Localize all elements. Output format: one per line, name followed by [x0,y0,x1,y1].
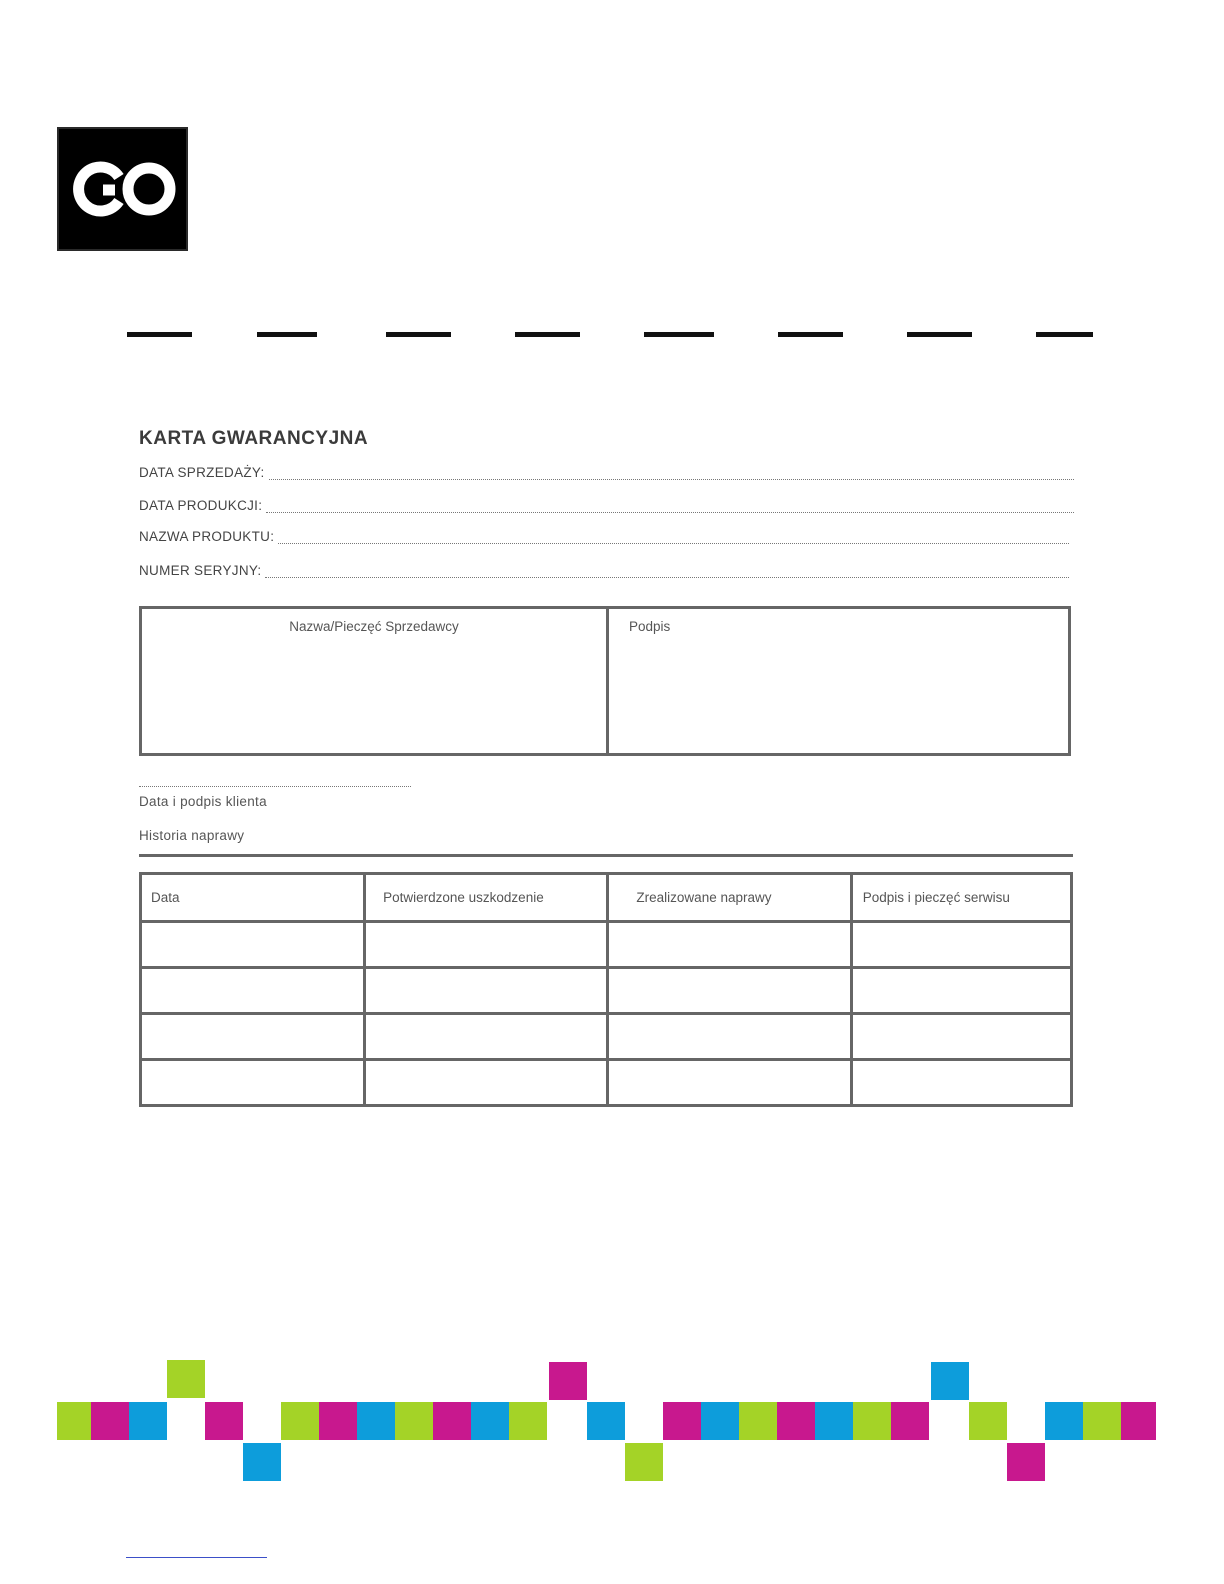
separator-dash [1036,332,1093,337]
go-logo [57,127,188,251]
serial-number-line[interactable] [265,565,1069,578]
table-cell[interactable] [608,1014,851,1060]
pixel-square [509,1402,547,1440]
table-row [141,968,1072,1014]
seller-signature-box [139,606,1071,756]
pixel-square [777,1402,815,1440]
table-row [141,922,1072,968]
table-cell[interactable] [608,1060,851,1106]
pixel-square [701,1402,739,1440]
column-header-repairs-done: Zrealizowane naprawy [608,874,851,922]
pixel-square [1083,1402,1121,1440]
pixel-square [91,1402,129,1440]
table-header-row [141,874,1072,922]
seller-stamp-cell[interactable] [142,609,609,753]
pixel-square [433,1402,471,1440]
pixel-square [357,1402,395,1440]
table-row [141,1014,1072,1060]
table-cell[interactable] [851,968,1071,1014]
table-cell[interactable] [365,1060,608,1106]
client-signature-line[interactable] [139,786,411,787]
table-cell[interactable] [851,1060,1071,1106]
pixel-square [167,1360,205,1398]
pixel-square [1121,1402,1156,1440]
separator-dash [257,332,317,337]
pixel-square [931,1362,969,1400]
repair-history-label: Historia naprawy [139,828,245,843]
repair-history-rule [139,854,1073,857]
table-cell[interactable] [851,1014,1071,1060]
serial-number-label: NUMER SERYJNY: [139,563,262,578]
table-cell[interactable] [141,1014,365,1060]
pixel-square [1045,1402,1083,1440]
pixel-square [319,1402,357,1440]
production-date-field[interactable] [139,498,1074,513]
sale-date-field[interactable] [139,465,1074,480]
column-header-confirmed-damage: Potwierdzone uszkodzenie [365,874,608,922]
product-name-label: NAZWA PRODUKTU: [139,529,275,544]
pixel-square [129,1402,167,1440]
production-date-line[interactable] [266,500,1074,513]
table-cell[interactable] [851,922,1071,968]
form-title: KARTA GWARANCYJNA [139,428,369,449]
go-logo-mark [57,127,188,251]
repair-history-table [139,872,1073,1107]
column-header-date: Data [141,874,365,922]
pixel-square [969,1402,1007,1440]
pixel-square [57,1402,95,1440]
sale-date-line[interactable] [269,467,1074,480]
pixel-square [625,1443,663,1481]
pixel-square [281,1402,319,1440]
pixel-square [853,1402,891,1440]
pixel-square [549,1362,587,1400]
table-cell[interactable] [365,1014,608,1060]
client-signature-label: Data i podpis klienta [139,794,267,809]
table-cell[interactable] [608,922,851,968]
table-cell[interactable] [365,968,608,1014]
pixel-square [1007,1443,1045,1481]
pixel-square [739,1402,777,1440]
pixel-square [471,1402,509,1440]
separator-dash [127,332,192,337]
pixel-square [205,1402,243,1440]
table-cell[interactable] [141,968,365,1014]
table-cell[interactable] [141,922,365,968]
separator-dash [778,332,843,337]
table-cell[interactable] [608,968,851,1014]
production-date-label: DATA PRODUKCJI: [139,498,263,513]
pixel-square [663,1402,701,1440]
column-header-service-signature: Podpis i pieczęć serwisu [851,874,1071,922]
pixel-square [587,1402,625,1440]
pixel-square [243,1443,281,1481]
table-cell[interactable] [141,1060,365,1106]
separator-dash [644,332,714,337]
table-row [141,1060,1072,1106]
pixel-square [815,1402,853,1440]
product-name-line[interactable] [278,531,1069,544]
signature-cell[interactable] [609,609,1068,753]
separator-dash [386,332,451,337]
sale-date-label: DATA SPRZEDAŻY: [139,465,265,480]
separator-dash [907,332,972,337]
footer-underline [126,1557,267,1558]
separator-dash [515,332,580,337]
serial-number-field[interactable] [139,563,1069,578]
signature-label: Podpis [629,619,671,634]
seller-stamp-label: Nazwa/Pieczęć Sprzedawcy [289,619,459,634]
pixel-square [395,1402,433,1440]
pixel-square [891,1402,929,1440]
product-name-field[interactable] [139,529,1069,544]
table-cell[interactable] [365,922,608,968]
